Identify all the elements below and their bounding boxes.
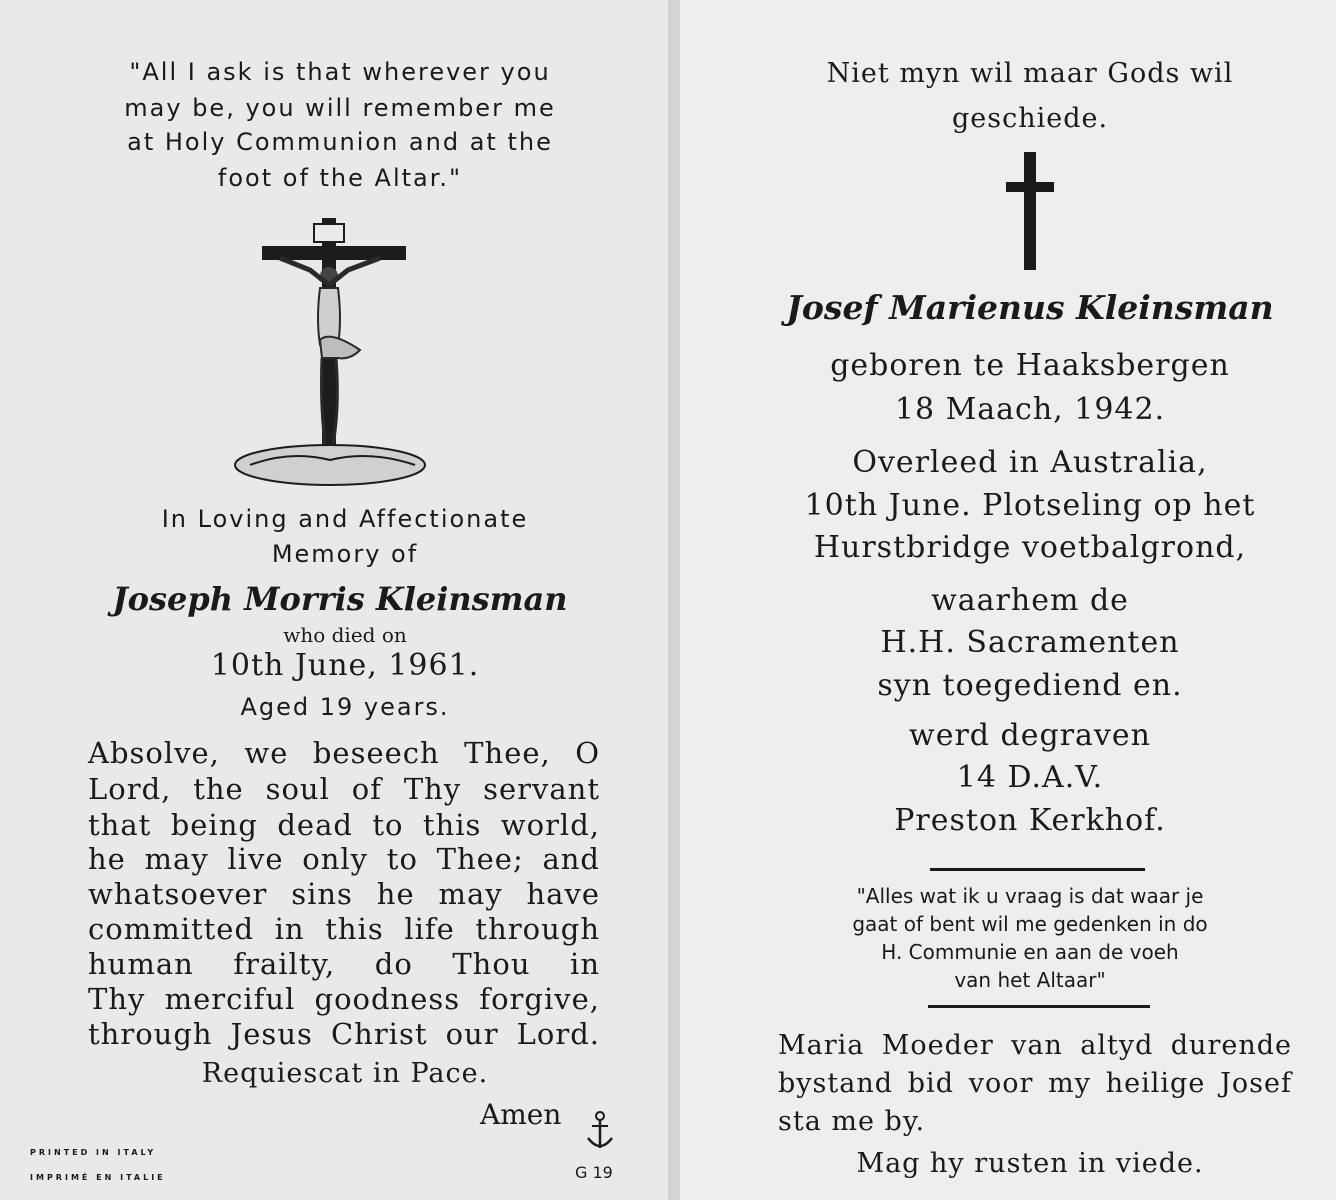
body-line: Overleed in Australia, <box>852 445 1208 480</box>
crucifix-image <box>230 210 435 490</box>
prayer-line: through Jesus Christ our Lord. <box>88 1017 600 1051</box>
heading-line: Niet myn wil maar Gods wil <box>826 58 1234 89</box>
requiescat-line: Requiescat in Pace. <box>201 1058 489 1089</box>
closing-line: Mag hy rusten in viede. <box>856 1148 1204 1179</box>
body-line: geboren te Haaksbergen <box>830 348 1230 383</box>
anchor-icon <box>585 1110 615 1154</box>
prayer-line: human frailty, do Thou in <box>88 947 600 981</box>
memory-line: Memory of <box>271 540 419 568</box>
nl-prayer-line: sta me by. <box>778 1106 926 1137</box>
left-quote-line: may be, you will remember me <box>124 94 556 122</box>
prayer-line: Thy merciful goodness forgive, <box>88 982 600 1016</box>
cross-icon <box>1004 152 1056 272</box>
prayer-line: he may live only to Thee; and <box>88 842 600 876</box>
body-line: 18 Maach, 1942. <box>894 392 1166 427</box>
nl-quote-line: van het Altaar" <box>954 968 1106 992</box>
nl-quote-line: "Alles wat ik u vraag is dat waar je <box>856 884 1204 908</box>
divider-rule <box>930 868 1145 871</box>
printer-note-fr: IMPRIMÉ EN ITALIE <box>30 1173 166 1182</box>
memory-line: In Loving and Affectionate <box>161 505 529 533</box>
body-line: Hurstbridge voetbalgrond, <box>813 530 1247 565</box>
amen-line: Amen <box>480 1098 562 1131</box>
printer-note-en: PRINTED IN ITALY <box>30 1148 157 1157</box>
left-quote-line: "All I ask is that wherever you <box>129 58 551 86</box>
loincloth <box>320 337 360 359</box>
card-fold <box>668 0 680 1200</box>
body-line: 14 D.A.V. <box>956 760 1104 795</box>
inri-plaque <box>314 224 344 242</box>
deceased-name-nl: Josef Marienus Kleinsman <box>786 288 1274 327</box>
prayer-line: Absolve, we beseech Thee, O <box>88 736 600 770</box>
card-code: G 19 <box>575 1163 613 1182</box>
heading-line: geschiede. <box>951 103 1109 134</box>
left-quote-line: at Holy Communion and at the <box>127 128 553 156</box>
nl-quote-line: gaat of bent wil me gedenken in do <box>852 912 1208 936</box>
nl-prayer-line: Maria Moeder van altyd durende <box>778 1030 1292 1061</box>
prayer-line: committed in this life through <box>88 912 600 946</box>
body-line: Preston Kerkhof. <box>894 803 1166 838</box>
prayer-line: whatsoever sins he may have <box>88 877 600 911</box>
deceased-name-en: Joseph Morris Kleinsman <box>112 580 568 618</box>
body-line: werd degraven <box>909 718 1151 753</box>
body-line: syn toegediend en. <box>877 668 1183 703</box>
nl-prayer-line: bystand bid voor my heilige Josef <box>778 1068 1292 1099</box>
nl-quote-line: H. Communie en aan de voeh <box>881 940 1179 964</box>
age-line: Aged 19 years. <box>240 693 450 721</box>
body-line: H.H. Sacramenten <box>880 625 1180 660</box>
divider-rule <box>928 1005 1150 1008</box>
left-quote-line: foot of the Altar." <box>217 164 463 192</box>
body-line: 10th June. Plotseling op het <box>804 488 1256 523</box>
body-line: waarhem de <box>931 583 1129 618</box>
mound <box>235 445 425 485</box>
prayer-line: that being dead to this world, <box>88 808 600 842</box>
prayer-line: Lord, the soul of Thy servant <box>88 772 600 806</box>
death-date: 10th June, 1961. <box>210 648 480 683</box>
died-label: who died on <box>283 623 407 647</box>
